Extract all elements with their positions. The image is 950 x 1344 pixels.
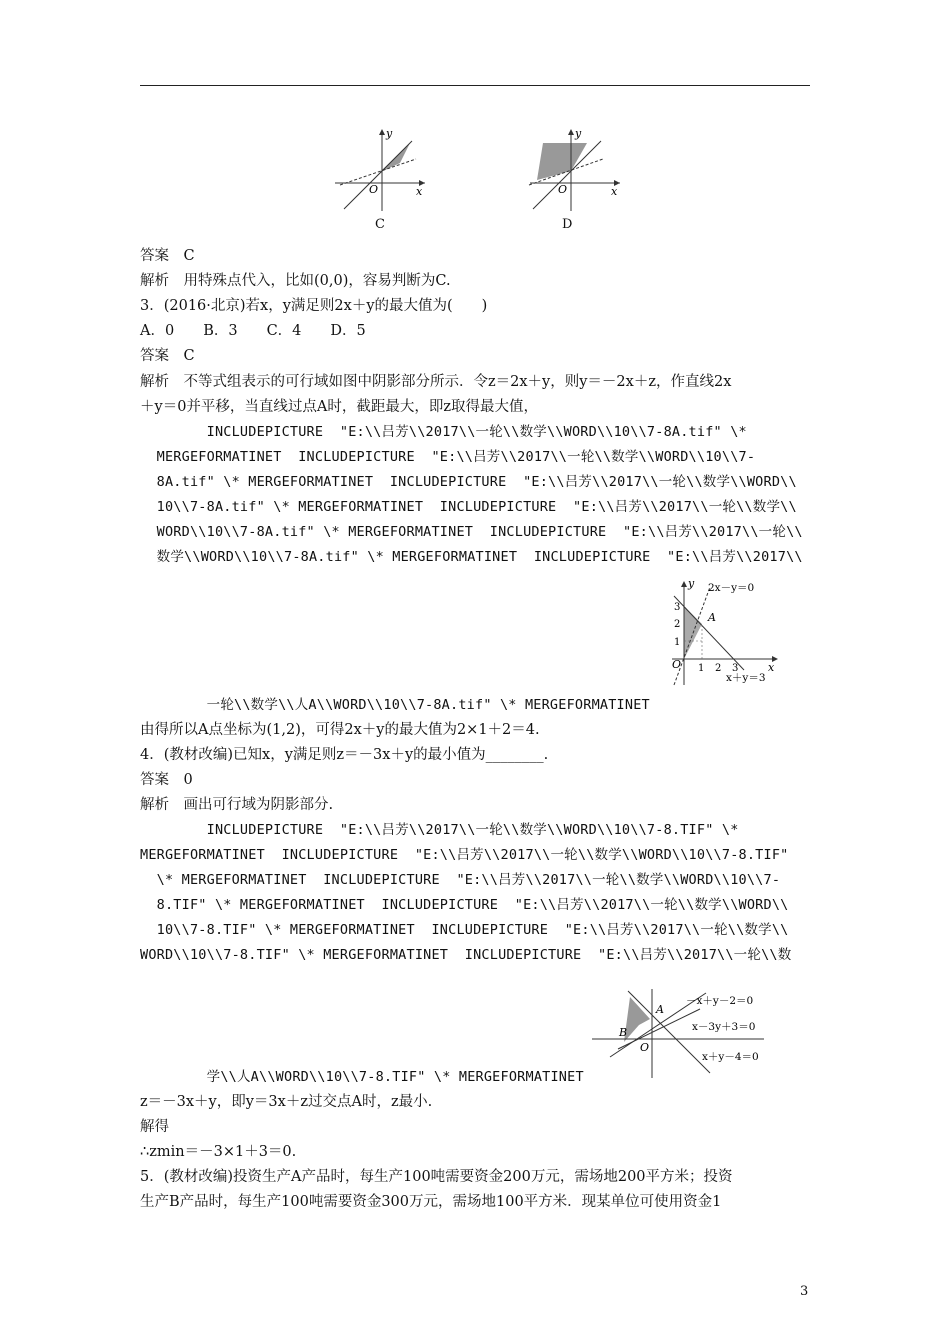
figure-option-d [525, 125, 625, 213]
q3-field-code-line: 数学\\WORD\\10\\7-8A.tif" \* MERGEFORMATINET INCLUDEPICTURE "E:\\吕芳\\2017\\ [140, 549, 803, 565]
q4-feasible-region-figure [588, 985, 768, 1080]
x-tick-label: 3 [732, 663, 739, 674]
origin-label: O [369, 183, 379, 196]
q3-field-code-line: 8A.tif" \* MERGEFORMATINET INCLUDEPICTURE "E:\\吕芳\\2017\\一轮\\数学\\WORD\\ [140, 474, 797, 490]
q4-stem: 4．(教材改编)已知x，y满足则z＝－3x＋y的最小值为________. [140, 747, 549, 763]
header-rule [140, 85, 810, 86]
figure-option-c [330, 125, 430, 213]
line-label-2x-minus-y: 2x－y＝0 [708, 582, 755, 594]
point-a-label: A [708, 611, 716, 624]
line-label-1: －x＋y－2＝0 [686, 995, 754, 1007]
q4-field-code-line: \* MERGEFORMATINET INCLUDEPICTURE "E:\\吕芳\\2017\\一轮\\数学\\WORD\\10\\7- [140, 872, 781, 888]
y-axis-label: y [575, 127, 582, 140]
x-axis-label: x [416, 185, 423, 198]
q3-stem: 3．(2016·北京)若x，y满足则2x＋y的最大值为( ) [140, 298, 488, 314]
q2-analysis: 解析 用特殊点代入，比如(0,0)，容易判断为C. [140, 273, 451, 289]
y-axis-label: y [688, 577, 695, 590]
q4-field-code-tail: 学\\人A\\WORD\\10\\7-8.TIF" \* MERGEFORMATINET [140, 1069, 584, 1085]
figure-d-label: D [562, 217, 573, 232]
q4-analysis: 解析 画出可行域为阴影部分. [140, 797, 334, 813]
figure-c-label: C [375, 217, 385, 232]
q3-feasible-region-figure [668, 575, 783, 687]
point-b-label: B [619, 1026, 628, 1039]
origin-label: O [672, 658, 682, 671]
y-axis-label: y [386, 127, 393, 140]
origin-label: O [640, 1041, 650, 1054]
q3-options: A．0 B．3 C．4 D．5 [140, 323, 366, 339]
q4-line-a: z＝－3x＋y，即y＝3x＋z过交点A时，z最小. [140, 1094, 433, 1110]
q3-answer: 答案 C [140, 348, 195, 364]
y-tick-label: 3 [674, 602, 681, 613]
q3-analysis-line2: ＋y＝0并平移，当直线过点A时，截距最大，即z取得最大值， [140, 399, 539, 415]
q3-field-code-line: MERGEFORMATINET INCLUDEPICTURE "E:\\吕芳\\2017\\一轮\\数学\\WORD\\10\\7- [140, 449, 756, 465]
q4-field-code-line: 10\\7-8.TIF" \* MERGEFORMATINET INCLUDEPICTURE "E:\\吕芳\\2017\\一轮\\数学\\ [140, 922, 789, 938]
x-tick-label: 1 [698, 663, 705, 674]
line-label-2: x－3y＋3＝0 [692, 1021, 756, 1033]
q4-field-code-line: MERGEFORMATINET INCLUDEPICTURE "E:\\吕芳\\2017\\一轮\\数学\\WORD\\10\\7-8.TIF" [140, 847, 789, 863]
q4-line-c: ∴zmin＝－3×1＋3＝0. [140, 1144, 297, 1160]
q5-line2: 生产B产品时，每生产100吨需要资金300万元，需场地100平方米．现某单位可使用资金1 [140, 1194, 722, 1210]
y-tick-label: 1 [674, 637, 681, 648]
y-tick-label: 2 [674, 619, 681, 630]
q3-analysis-line1: 解析 不等式组表示的可行域如图中阴影部分所示．令z＝2x＋y，则y＝－2x＋z，作直线2x [140, 374, 732, 390]
q3-field-code-tail: 一轮\\数学\\人A\\WORD\\10\\7-8A.tif" \* MERGEFORMATINET [140, 697, 650, 713]
q3-field-code-line: INCLUDEPICTURE "E:\\吕芳\\2017\\一轮\\数学\\WORD\\10\\7-8A.tif" \* [140, 424, 747, 440]
q4-field-code-line: WORD\\10\\7-8.TIF" \* MERGEFORMATINET INCLUDEPICTURE "E:\\吕芳\\2017\\一轮\\数 [140, 947, 792, 963]
q3-field-code-line: WORD\\10\\7-8A.tif" \* MERGEFORMATINET INCLUDEPICTURE "E:\\吕芳\\2017\\一轮\\ [140, 524, 803, 540]
point-a-label: A [656, 1003, 664, 1016]
line-label-3: x＋y－4＝0 [702, 1051, 759, 1063]
x-axis-label: x [611, 185, 618, 198]
x-axis-label: x [768, 661, 775, 674]
page-number: 3 [800, 1284, 809, 1299]
shaded-region [537, 143, 587, 180]
line-label-x-plus-y: x＋y＝3 [726, 672, 766, 684]
q3-field-code-line: 10\\7-8A.tif" \* MERGEFORMATINET INCLUDEPICTURE "E:\\吕芳\\2017\\一轮\\数学\\ [140, 499, 797, 515]
q4-field-code-line: 8.TIF" \* MERGEFORMATINET INCLUDEPICTURE "E:\\吕芳\\2017\\一轮\\数学\\WORD\\ [140, 897, 789, 913]
x-tick-label: 2 [715, 663, 722, 674]
q4-answer: 答案 0 [140, 772, 193, 788]
origin-label: O [558, 183, 568, 196]
q3-conclusion: 由得所以A点坐标为(1,2)，可得2x＋y的最大值为2×1＋2＝4. [140, 722, 540, 738]
q4-field-code-line: INCLUDEPICTURE "E:\\吕芳\\2017\\一轮\\数学\\WORD\\10\\7-8.TIF" \* [140, 822, 739, 838]
q4-line-b: 解得 [140, 1119, 169, 1135]
q2-answer: 答案 C [140, 248, 195, 264]
q5-line1: 5．(教材改编)投资生产A产品时，每生产100吨需要资金200万元，需场地200平方米；投资 [140, 1169, 733, 1185]
